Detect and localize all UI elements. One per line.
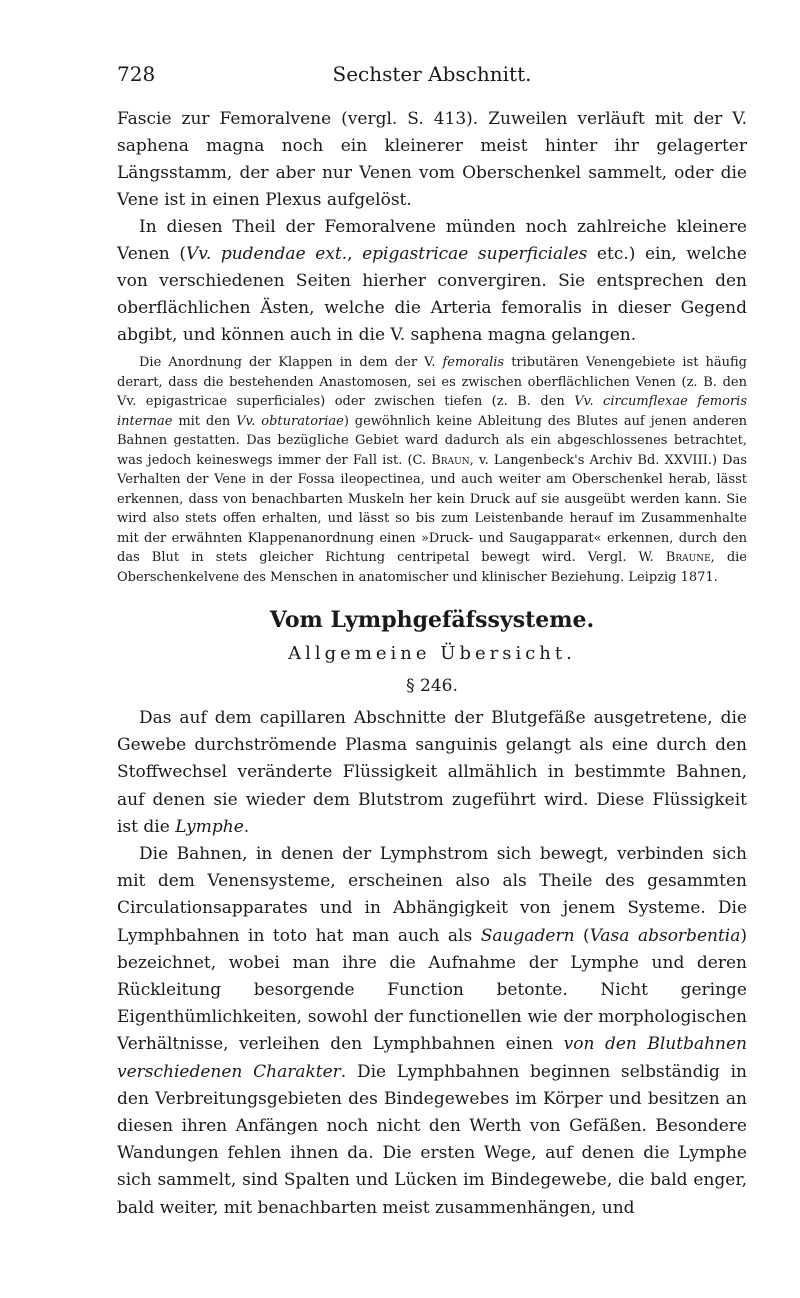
intro-paragraph-1: Fascie zur Femoralvene (vergl. S. 413). Zuweilen verläuft mit der V. saphena magna noch ein kleinerer meist hinter ihr gelagerter Längsstamm, der aber nur Venen vom Oberschenkel sammelt, oder die Vene ist in einen Plexus aufgelöst. — [117, 109, 747, 210]
intro-paragraph-2: In diesen Theil der Femoralvene münden noch zahlreiche kleinere Venen (Vv. pudendae ext., epigastricae superficiales etc.) ein, welche von verschiedenen Seiten hierher convergiren. Sie entsprechen den oberflächlichen Ästen, welche die Arteria femoralis in dieser Gegend abgibt, und können auch in die V. saphena magna gelangen. — [117, 217, 747, 345]
main-paragraph-2: Die Bahnen, in denen der Lymphstrom sich bewegt, verbinden sich mit dem Venensysteme, erscheinen also als Theile des gesammten Circulationsapparates und in Abhängigkeit von jenem Systeme. Die Lymphbahnen in toto hat man auch als Saugadern (Vasa absorbentia) bezeichnet, wobei man ihre die Aufnahme der Lymphe und deren Rückleitung besorgende Function betonte. Nicht geringe Eigenthümlichkeiten, sowohl der functionellen wie der morphologischen Verhältnisse, verleihen den Lymphbahnen einen von den Blutbahnen verschiedenen Charakter. Die Lymphbahnen beginnen selbständig in den Verbreitungsgebieten des Bindegewebes im Körper und besitzen an diesen ihren Anfängen noch nicht den Werth von Gefäßen. Besondere Wandungen fehlen ihnen da. Die ersten Wege, auf denen die Lymphe sich sammelt, sind Spalten und Lücken im Bindegewebe, die bald enger, bald weiter, mit benachbarten meist zusammenhängen, und — [117, 844, 748, 1218]
running-title: Sechster Abschnitt. — [332, 62, 532, 86]
intro-text — [117, 106, 747, 349]
book-page — [117, 62, 747, 1222]
paragraph-number: § 246. — [406, 676, 458, 696]
section-title: Vom Lymphgefäfssysteme. — [269, 607, 595, 633]
footnote-paragraph: Die Anordnung der Klappen in dem der V. femoralis tributären Venengebiete ist häufig derart, dass die bestehenden Anastomosen, sei es zwischen oberflächlichen Venen (z. B. den Vv. epigastricae superficiales) oder zwischen tiefen (z. B. den Vv. circumflexae femoris internae mit den Vv. obturatoriae) gewöhnlich keine Ableitung des Blutes auf jenen anderen Bahnen gestatten. Das bezügliche Gebiet ward dadurch als ein abgeschlossenes betrachtet, was jedoch keineswegs immer der Fall ist. (C. Braun, v. Langenbeck's Archiv Bd. XXVIII.) Das Verhalten der Vene in der Fossa ileopectinea, und auch weiter am Oberschenkel herab, lässt erkennen, dass von benachbarten Muskeln her kein Druck auf sie ausgeübt werden kann. Sie wird also stets offen erhalten, und lässt so bis zum Leistenbande herauf im Zusammenhalte mit der erwähnten Klappenanordnung einen »Druck- und Saugapparat« erkennen, durch den das Blut in stets gleicher Richtung centripetal bewegt wird. Vergl. W. Braune, die Oberschenkelvene des Menschen in anatomischer und klinischer Beziehung. Leipzig 1871. — [117, 355, 748, 585]
page-number: 728 — [117, 62, 156, 86]
section-subtitle: Allgemeine Übersicht. — [288, 643, 576, 664]
main-paragraph-1: Das auf dem capillaren Abschnitte der Blutgefäße ausgetretene, die Gewebe durchströmende Plasma sanguinis gelangt als eine durch den Stoffwechsel veränderte Flüssigkeit allmählich in bestimmte Bahnen, auf denen sie wieder dem Blutstrom zugeführt wird. Diese Flüssigkeit ist die Lymphe. — [117, 708, 747, 837]
main-text — [117, 705, 747, 1222]
page-header — [117, 62, 747, 94]
